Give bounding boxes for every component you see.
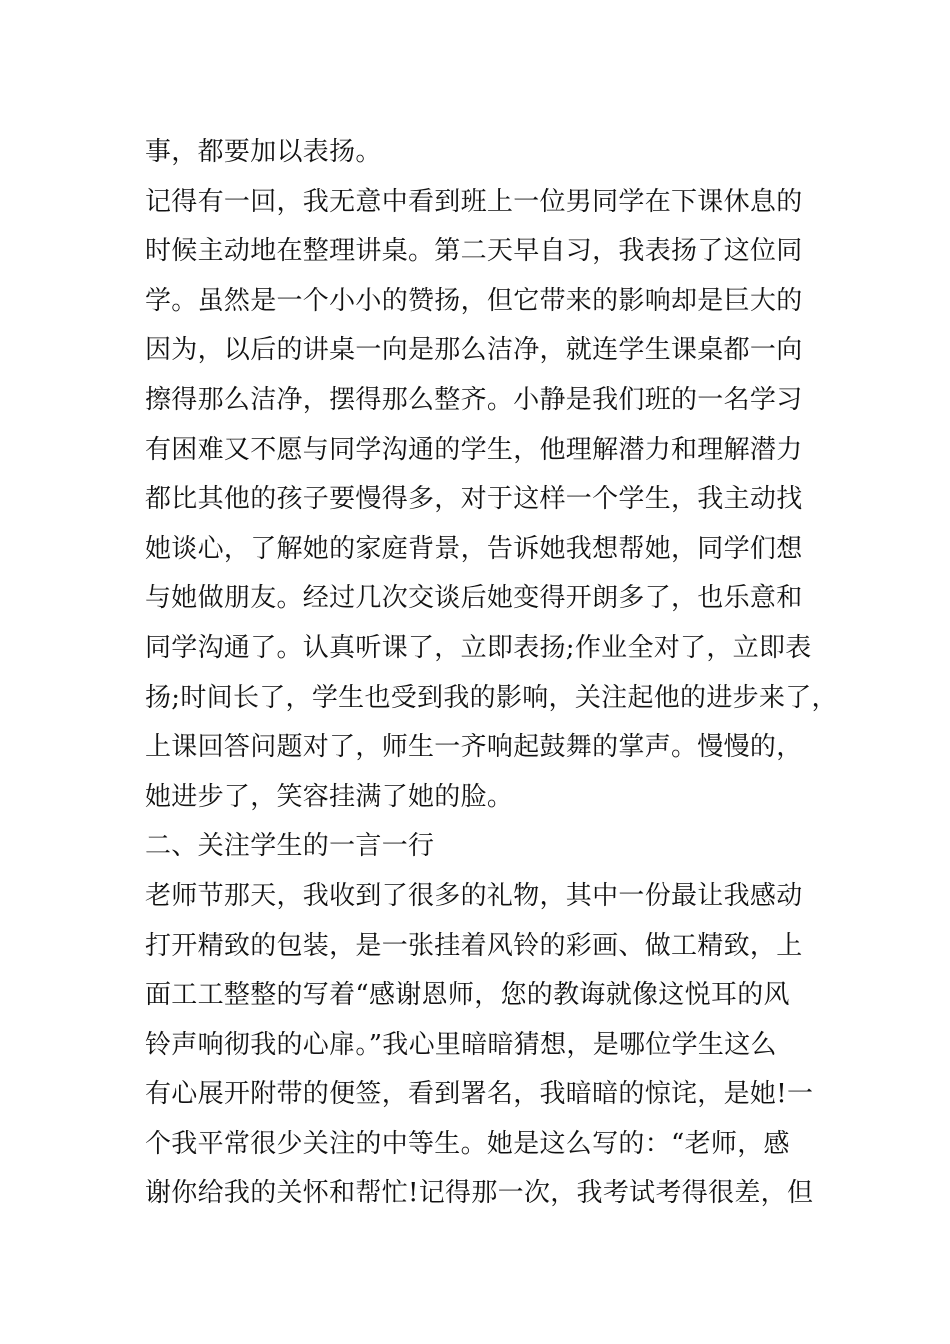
text-line: 因为，以后的讲桌一向是那么洁净，就连学生课桌都一向 (145, 335, 803, 366)
text-line: 与她做朋友。经过几次交谈后她变得开朗多了，也乐意和 (145, 583, 803, 614)
text-line: 她谈心，了解她的家庭背景，告诉她我想帮她，同学们想 (145, 533, 803, 564)
text-line: 擦得那么洁净，摆得那么整齐。小静是我们班的一名学习 (145, 384, 803, 415)
text-line: 铃声响彻我的心扉。”我心里暗暗猜想，是哪位学生这么 (145, 1029, 777, 1060)
text-line: 有困难又不愿与同学沟通的学生，他理解潜力和理解潜力 (145, 434, 803, 465)
text-line: 有心展开附带的便签，看到署名，我暗暗的惊诧，是她!一 (145, 1079, 814, 1110)
text-line: 谢你给我的关怀和帮忙!记得那一次，我考试考得很差，但 (145, 1178, 814, 1209)
text-line: 老师节那天，我收到了很多的礼物，其中一份最让我感动 (145, 880, 803, 911)
text-line: 都比其他的孩子要慢得多，对于这样一个学生，我主动找 (145, 484, 803, 515)
text-line: 学。虽然是一个小小的赞扬，但它带来的影响却是巨大的 (145, 285, 803, 316)
text-line: 上课回答问题对了，师生一齐响起鼓舞的掌声。慢慢的， (145, 732, 803, 763)
section-heading: 二、关注学生的一言一行 (145, 831, 435, 862)
text-line: 同学沟通了。认真听课了，立即表扬;作业全对了，立即表 (145, 632, 812, 663)
text-line: 面工工整整的写着“感谢恩师，您的教诲就像这悦耳的风 (145, 980, 790, 1011)
text-line: 记得有一回，我无意中看到班上一位男同学在下课休息的 (145, 186, 803, 217)
text-line: 打开精致的包装，是一张挂着风铃的彩画、做工精致，上 (145, 930, 803, 961)
body-text (145, 128, 838, 1219)
text-line: 她进步了，笑容挂满了她的脸。 (145, 781, 514, 812)
text-line: 时候主动地在整理讲桌。第二天早自习，我表扬了这位同 (145, 236, 803, 267)
text-line: 个我平常很少关注的中等生。她是这么写的：“老师，感 (145, 1128, 790, 1159)
text-line: 扬;时间长了，学生也受到我的影响，关注起他的进步来了， (145, 682, 838, 713)
text-line: 事，都要加以表扬。 (145, 137, 382, 167)
